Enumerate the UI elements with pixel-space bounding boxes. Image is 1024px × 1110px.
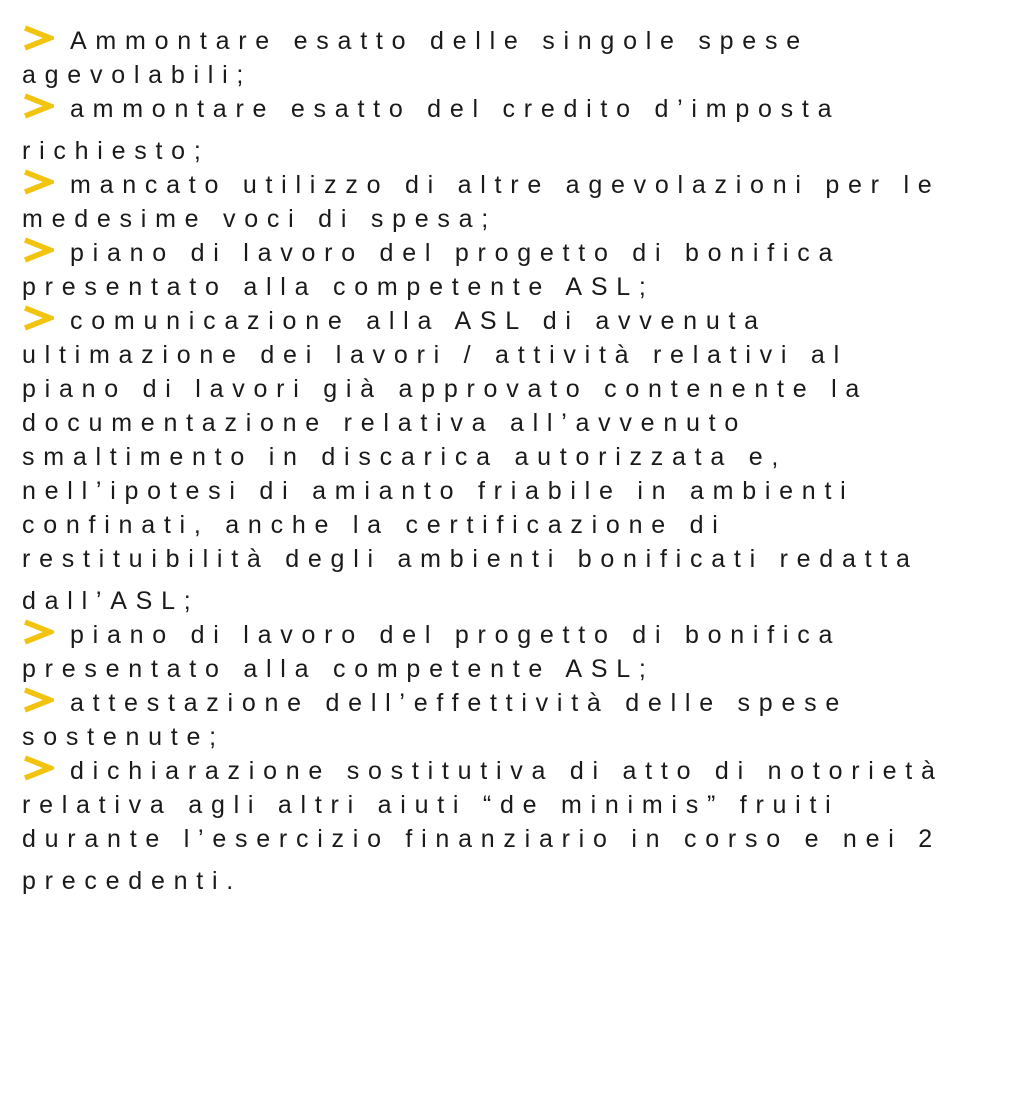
- list-item-line: [22, 788, 1012, 822]
- chevron-right-icon: [22, 93, 54, 119]
- list-item-text: dichiarazione sostitutiva di atto di notorietà: [70, 757, 944, 785]
- list-item-line: [22, 58, 1012, 92]
- list-item-line: [22, 372, 1012, 406]
- list-item-text: relativa agli altri aiuti “de minimis” fruiti: [22, 791, 840, 819]
- list-item-line: [22, 508, 1012, 542]
- chevron-right-icon: [22, 755, 54, 781]
- list-item-line: [22, 542, 1012, 576]
- list-item-line: [22, 720, 1012, 754]
- list-item-text: comunicazione alla ASL di avvenuta: [70, 307, 767, 335]
- list-item-line: [22, 618, 1012, 652]
- list-item: [22, 686, 1012, 754]
- list-item-text: mancato utilizzo di altre agevolazioni per le: [70, 171, 941, 199]
- list-item-text: ultimazione dei lavori / attività relativi al: [22, 341, 848, 369]
- list-item: [22, 92, 1012, 168]
- list-item-line: [22, 754, 1012, 788]
- list-item-text: sostenute;: [22, 723, 225, 751]
- list-item: [22, 236, 1012, 304]
- chevron-right-icon: [22, 25, 54, 51]
- list-item-line: [22, 440, 1012, 474]
- list-item-text: Ammontare esatto delle singole spese: [70, 27, 809, 55]
- list-item-line: [22, 134, 1012, 168]
- list-item-text: precedenti.: [22, 867, 242, 895]
- chevron-right-icon: [22, 687, 54, 713]
- list-item-line: [22, 304, 1012, 338]
- list-item: [22, 168, 1012, 236]
- chevron-right-icon: [22, 305, 54, 331]
- list-item-text: medesime voci di spesa;: [22, 205, 497, 233]
- list-item-line: [22, 270, 1012, 304]
- list-item-text: agevolabili;: [22, 61, 253, 89]
- list-item: [22, 304, 1012, 618]
- list-item-text: richiesto;: [22, 137, 210, 165]
- list-item-line: [22, 406, 1012, 440]
- chevron-right-icon: [22, 169, 54, 195]
- chevron-right-icon: [22, 619, 54, 645]
- list-item-text: confinati, anche la certificazione di: [22, 511, 727, 539]
- list-item-line: [22, 864, 1012, 898]
- list-item-text: ammontare esatto del credito d’imposta: [70, 95, 841, 123]
- list-item: [22, 618, 1012, 686]
- list-item-text: durante l’esercizio finanziario in corso e nei 2: [22, 825, 941, 853]
- list-item-text: smaltimento in discarica autorizzata e,: [22, 443, 788, 471]
- list-item-line: [22, 338, 1012, 372]
- list-item-line: [22, 24, 1012, 58]
- document-requirements-list: [22, 24, 1012, 898]
- list-item-line: [22, 686, 1012, 720]
- list-item-text: dall’ASL;: [22, 587, 200, 615]
- list-item-text: piano di lavori già approvato contenente la: [22, 375, 869, 403]
- list-item-text: presentato alla competente ASL;: [22, 655, 655, 683]
- list-item-text: piano di lavoro del progetto di bonifica: [70, 239, 842, 267]
- list-item-line: [22, 652, 1012, 686]
- list-item-line: [22, 584, 1012, 618]
- list-item-text: nell’ipotesi di amianto friabile in ambienti: [22, 477, 855, 505]
- list-item-line: [22, 168, 1012, 202]
- list-item: [22, 754, 1012, 898]
- list-item-text: documentazione relativa all’avvenuto: [22, 409, 747, 437]
- chevron-right-icon: [22, 237, 54, 263]
- list-item-line: [22, 474, 1012, 508]
- list-item-text: restituibilità degli ambienti bonificati redatta: [22, 545, 919, 573]
- list-item-line: [22, 92, 1012, 126]
- list-item-text: presentato alla competente ASL;: [22, 273, 655, 301]
- list-item-text: piano di lavoro del progetto di bonifica: [70, 621, 842, 649]
- list-item-line: [22, 822, 1012, 856]
- list-item-line: [22, 236, 1012, 270]
- list-item: [22, 24, 1012, 92]
- list-item-text: attestazione dell’effettività delle spese: [70, 689, 849, 717]
- list-item-line: [22, 202, 1012, 236]
